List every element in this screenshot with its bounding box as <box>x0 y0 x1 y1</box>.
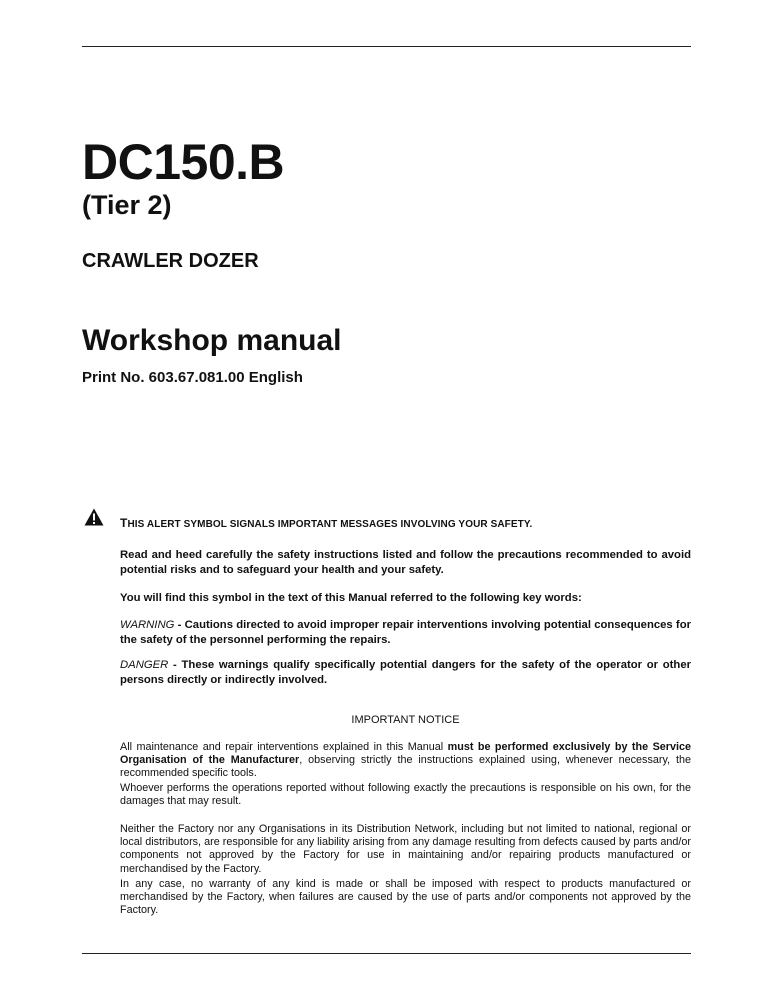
tier-subtitle: (Tier 2) <box>82 190 172 220</box>
notice-title: IMPORTANT NOTICE <box>351 714 460 726</box>
warning-paragraph <box>120 618 691 648</box>
danger-paragraph <box>120 658 691 688</box>
notice-p1-end: , observing strictly the instructions explained using, whenever necessary, the recommended specific tools. <box>120 754 692 780</box>
alert-first-letter: T <box>120 516 128 530</box>
bottom-rule <box>82 953 691 954</box>
notice-paragraph-responsibility: Whoever performs the operations reported without following exactly the precautions is responsible on his own, for the damages that may result. <box>120 782 691 808</box>
top-rule <box>82 46 691 47</box>
safety-paragraph-heed: Read and heed carefully the safety instructions listed and follow the precautions recommended to avoid potential risks and to safeguard your health and your safety. <box>120 549 691 576</box>
notice-paragraph-service <box>120 741 691 781</box>
safety-paragraph-keywords: You will find this symbol in the text of this Manual referred to the following key words: <box>120 592 582 604</box>
alert-statement <box>120 516 532 532</box>
danger-keyword: DANGER <box>120 659 169 671</box>
alert-text: HIS ALERT SYMBOL SIGNALS IMPORTANT MESSAGES INVOLVING YOUR SAFETY. <box>127 519 533 530</box>
danger-text: - These warnings qualify specifically potential dangers for the safety of the operator or other persons directly or indirectly involved. <box>120 659 691 686</box>
warning-text: - Cautions directed to avoid improper repair interventions involving potential consequences for the safety of the personnel performing the repairs. <box>120 619 691 646</box>
manual-title: Workshop manual <box>82 324 342 357</box>
print-number: Print No. 603.67.081.00 English <box>82 369 303 386</box>
warning-keyword: WARNING <box>120 619 175 631</box>
model-title: DC150.B <box>82 134 285 190</box>
notice-p1-bold: must be performed exclusively by the Service Organisation of the Manufacturer <box>120 741 692 767</box>
warning-triangle-icon <box>84 508 104 526</box>
notice-paragraph-warranty: In any case, no warranty of any kind is made or shall be imposed with respect to products manufactured or merchandised by the Factory, when failures are caused by the use of parts and/or components not approved by the Factory. <box>120 878 691 917</box>
notice-p1-start: All maintenance and repair interventions explained in this Manual <box>120 741 448 753</box>
product-name: CRAWLER DOZER <box>82 250 259 272</box>
notice-paragraph-liability: Neither the Factory nor any Organisations in its Distribution Network, including but not limited to national, regional or local distributors, are responsible for any liability arising from any damage resulting from defects caused by parts and/or components not approved by the Factory for use in maintaining and/or repairing products manufactured or merchandised by the Factory. <box>120 823 691 875</box>
